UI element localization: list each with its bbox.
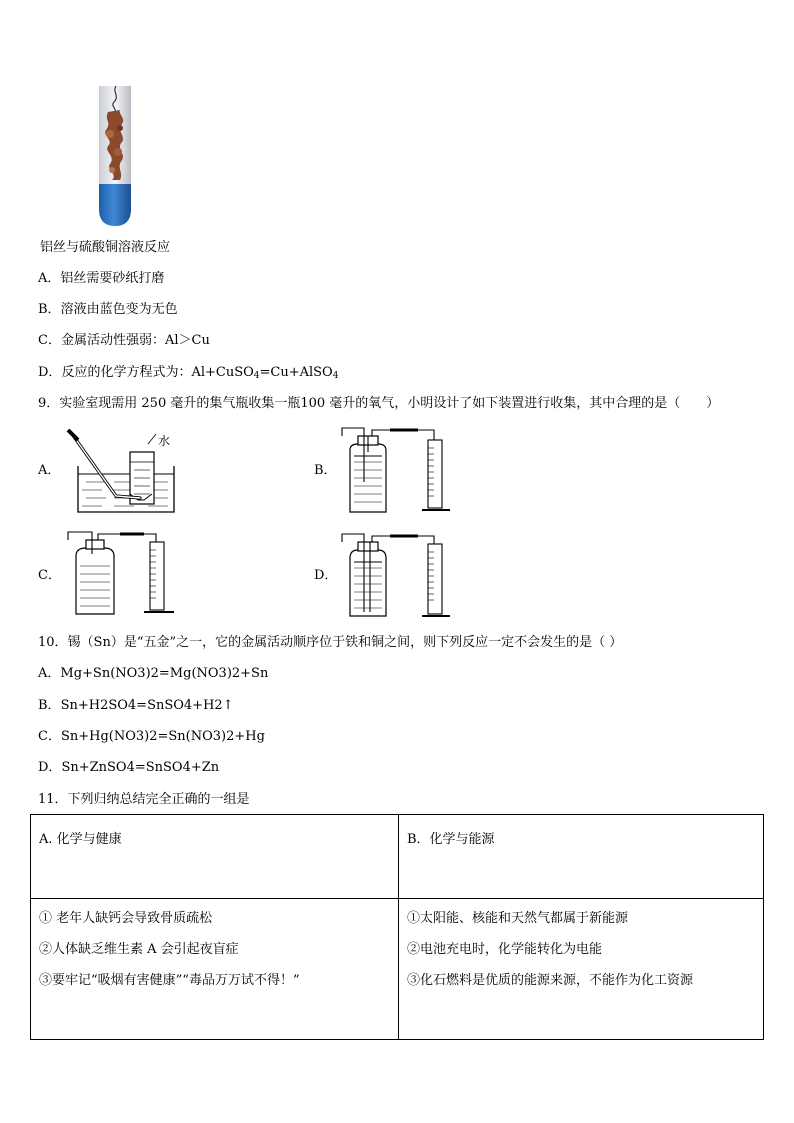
option-text: 溶液由蓝色变为无色	[60, 302, 178, 317]
option-label: D．	[38, 760, 62, 775]
subscript: 4	[253, 371, 260, 381]
subscript: 4	[332, 371, 339, 381]
option-a-label[interactable]: A．	[38, 463, 61, 478]
option-text: Sn+H2SO4=SnSO4+H2↑	[60, 698, 234, 713]
question-9-stem: 9．实验室现需用 250 毫升的集气瓶收集一瓶100 毫升的氧气，小明设计了如下装置进行收集，其中合理的是（ ）	[38, 396, 720, 411]
header-cell-b: B．化学与能源	[399, 815, 764, 899]
option-text: Sn+ZnSO4=SnSO4+Zn	[61, 760, 220, 775]
cell-b-content	[399, 899, 764, 1040]
option-b[interactable]	[38, 301, 178, 319]
option-c[interactable]	[38, 728, 265, 746]
water-label: 水	[158, 434, 171, 448]
option-c-label[interactable]: C．	[38, 568, 61, 583]
option-b-label[interactable]: B．	[314, 463, 337, 478]
apparatus-c-diagram[interactable]	[64, 526, 194, 618]
list-item: ③化石燃料是优质的能源来源，不能作为化工资源	[407, 973, 694, 988]
table-header-row	[31, 815, 764, 899]
option-a[interactable]	[38, 665, 268, 683]
question-11-stem: 11．下列归纳总结完全正确的一组是	[38, 792, 250, 807]
apparatus-b-diagram[interactable]	[338, 422, 468, 516]
option-label: B．	[38, 302, 61, 317]
figure-caption: 铝丝与硫酸铜溶液反应	[40, 240, 171, 255]
option-d-label[interactable]: D．	[314, 568, 338, 583]
option-d[interactable]	[38, 364, 338, 382]
option-label: B．	[38, 698, 61, 713]
option-text: 反应的化学方程式为：Al+CuSO	[61, 365, 254, 380]
option-label: C．	[38, 333, 61, 348]
option-text: 铝丝需要砂纸打磨	[60, 271, 165, 286]
summary-table	[30, 814, 764, 1040]
option-c[interactable]	[38, 332, 210, 350]
option-text: 金属活动性强弱：Al＞Cu	[60, 333, 210, 348]
option-text-rest: =Cu+AlSO	[259, 365, 333, 380]
option-label: A．	[38, 271, 61, 286]
list-item: ①太阳能、核能和天然气都属于新能源	[407, 911, 629, 926]
option-text: Mg+Sn(NO3)2=Mg(NO3)2+Sn	[60, 666, 269, 681]
list-item: ②人体缺乏维生素 A 会引起夜盲症	[39, 942, 239, 957]
option-text: Sn+Hg(NO3)2=Sn(NO3)2+Hg	[60, 729, 265, 744]
cell-a-content	[31, 899, 399, 1040]
option-b[interactable]	[38, 697, 234, 715]
apparatus-d-diagram[interactable]	[338, 528, 468, 620]
list-item: ③要牢记“吸烟有害健康”“毒品万万试不得！”	[39, 973, 300, 988]
option-label: C．	[38, 729, 61, 744]
list-item: ① 老年人缺钙会导致骨质疏松	[39, 911, 213, 926]
list-item: ②电池充电时，化学能转化为电能	[407, 942, 603, 957]
question-10-stem: 10．锡（Sn）是“五金”之一，它的金属活动顺序位于铁和铜之间，则下列反应一定不会发生的是（ ）	[38, 635, 623, 650]
option-d[interactable]	[38, 759, 219, 777]
header-cell-a: A. 化学与健康	[31, 815, 399, 899]
table-row	[31, 899, 764, 1040]
option-a[interactable]	[38, 270, 164, 288]
option-label: D．	[38, 365, 62, 380]
test-tube-photo	[90, 84, 140, 229]
option-label: A．	[38, 666, 61, 681]
